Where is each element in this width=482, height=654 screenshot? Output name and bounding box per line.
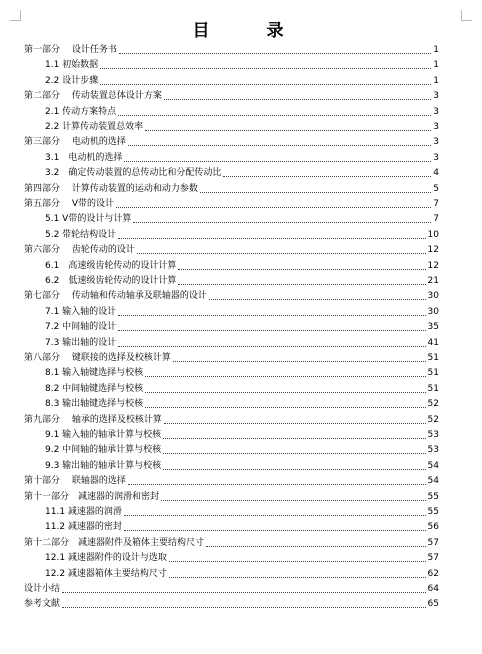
toc-entry-page: 51 bbox=[427, 383, 439, 394]
toc-dot-leader bbox=[163, 438, 425, 439]
toc-dot-leader bbox=[200, 192, 431, 193]
toc-entry-page: 41 bbox=[427, 337, 439, 348]
toc-entry[interactable] bbox=[24, 489, 439, 503]
toc-dot-leader bbox=[137, 253, 426, 254]
toc-dot-leader bbox=[145, 407, 425, 408]
toc-entry-label: 9.1 输入轴的轴承计算与校核 bbox=[45, 430, 162, 440]
toc-entry[interactable] bbox=[45, 165, 439, 179]
toc-dot-leader bbox=[124, 515, 426, 516]
toc-entry-label: 12.1 减速器附件的设计与选取 bbox=[45, 553, 167, 564]
toc-dot-leader bbox=[124, 161, 431, 162]
toc-entry-label: 第十一部分 减速器的润滑和密封 bbox=[24, 491, 160, 502]
toc-dot-leader bbox=[128, 484, 426, 485]
toc-dot-leader bbox=[163, 469, 425, 470]
toc-entry-page: 12 bbox=[427, 245, 439, 256]
toc-entry-label: 2.1 传动方案特点 bbox=[45, 106, 117, 117]
toc-entry-page: 52 bbox=[427, 399, 439, 410]
toc-entry-page: 54 bbox=[427, 460, 439, 471]
toc-entry-label: 6.2 低速级齿轮传动的设计计算 bbox=[45, 276, 177, 286]
toc-entry-label: 第十部分 联轴器的选择 bbox=[24, 476, 126, 487]
toc-entry-label: 第九部分 轴承的选择及校核计算 bbox=[24, 414, 162, 425]
toc-dot-leader bbox=[178, 284, 425, 285]
toc-entry-page: 21 bbox=[427, 276, 439, 286]
toc-entry-page: 62 bbox=[427, 568, 439, 579]
toc-entry-page: 3 bbox=[433, 152, 439, 163]
toc-entry-page: 57 bbox=[427, 553, 439, 564]
toc-entry-page: 7 bbox=[433, 214, 439, 225]
toc-entry-label: 6.1 高速级齿轮传动的设计计算 bbox=[45, 260, 177, 271]
toc-entry-label: 8.2 中间轴键选择与校核 bbox=[45, 383, 144, 394]
toc-dot-leader bbox=[164, 99, 431, 100]
toc-dot-leader bbox=[133, 222, 431, 223]
toc-dot-leader bbox=[128, 145, 431, 146]
toc-entry-page: 52 bbox=[427, 414, 439, 425]
toc-entry[interactable] bbox=[24, 88, 439, 102]
toc-entry[interactable] bbox=[45, 73, 439, 87]
toc-entry-page: 56 bbox=[427, 522, 439, 533]
toc-entry-label: 9.2 中间轴的轴承计算与校核 bbox=[45, 445, 162, 456]
toc-entry-page: 53 bbox=[427, 430, 439, 440]
toc-dot-leader bbox=[169, 577, 426, 578]
toc-entry-page: 57 bbox=[427, 537, 439, 548]
toc-entry-page: 55 bbox=[427, 491, 439, 502]
toc-entry-page: 51 bbox=[427, 368, 439, 379]
toc-entry[interactable] bbox=[45, 442, 439, 456]
toc-entry-label: 8.3 输出轴键选择与校核 bbox=[45, 399, 144, 410]
toc-entry-page: 64 bbox=[427, 584, 439, 594]
toc-dot-leader bbox=[223, 176, 431, 177]
toc-entry-page: 3 bbox=[433, 106, 439, 117]
toc-entry[interactable] bbox=[24, 42, 439, 56]
toc-entry-label: 3.1 电动机的选择 bbox=[45, 152, 123, 163]
toc-entry[interactable] bbox=[24, 412, 439, 426]
toc-dot-leader bbox=[118, 330, 425, 331]
toc-dot-leader bbox=[161, 500, 426, 501]
toc-entry-label: 7.2 中间轴的设计 bbox=[45, 322, 117, 333]
toc-entry-page: 54 bbox=[427, 476, 439, 487]
toc-entry-page: 35 bbox=[427, 322, 439, 333]
toc-dot-leader bbox=[209, 299, 426, 300]
toc-entry-label: 7.1 输入轴的设计 bbox=[45, 306, 117, 317]
toc-entry[interactable] bbox=[45, 57, 439, 71]
toc-entry[interactable] bbox=[24, 596, 439, 610]
toc-entry[interactable] bbox=[45, 504, 439, 518]
toc-entry-label: 7.3 输出轴的设计 bbox=[45, 337, 117, 348]
toc-entry[interactable] bbox=[45, 104, 439, 118]
toc-entry[interactable] bbox=[45, 273, 439, 287]
toc-entry[interactable] bbox=[24, 181, 439, 195]
toc-entry[interactable] bbox=[24, 288, 439, 302]
toc-entry[interactable] bbox=[45, 550, 439, 564]
toc-entry-page: 1 bbox=[433, 60, 439, 71]
toc-entry-label: 第七部分 传动轴和传动轴承及联轴器的设计 bbox=[24, 291, 207, 302]
toc-entry[interactable] bbox=[45, 119, 439, 133]
toc-entry-label: 9.3 输出轴的轴承计算与校核 bbox=[45, 460, 162, 471]
toc-entry-label: 参考文献 bbox=[24, 599, 61, 610]
toc-entry-page: 5 bbox=[433, 183, 439, 194]
toc-entry[interactable] bbox=[45, 566, 439, 580]
toc-dot-leader bbox=[100, 68, 431, 69]
toc-dot-leader bbox=[169, 561, 426, 562]
toc-entry[interactable] bbox=[45, 258, 439, 272]
toc-entry-label: 第八部分 键联接的选择及校核计算 bbox=[24, 353, 171, 363]
toc-entry-page: 51 bbox=[427, 353, 439, 363]
toc-entry[interactable] bbox=[24, 242, 439, 256]
toc-entry-label: 8.1 输入轴键选择与校核 bbox=[45, 368, 144, 379]
toc-entry-label: 第三部分 电动机的选择 bbox=[24, 137, 126, 148]
toc-entry-label: 11.2 减速器的密封 bbox=[45, 522, 122, 533]
toc-entry-label: 第六部分 齿轮传动的设计 bbox=[24, 245, 135, 256]
toc-dot-leader bbox=[62, 607, 426, 608]
toc-title: 目 录 bbox=[192, 21, 304, 41]
toc-entry-page: 30 bbox=[427, 291, 439, 302]
toc-entry-label: 2.2 设计步骤 bbox=[45, 75, 99, 86]
toc-dot-leader bbox=[124, 530, 426, 531]
toc-entry[interactable] bbox=[45, 227, 439, 241]
toc-dot-leader bbox=[62, 592, 426, 593]
toc-entry[interactable] bbox=[24, 134, 439, 148]
toc-dot-leader bbox=[116, 207, 431, 208]
toc-entry[interactable] bbox=[24, 473, 439, 487]
toc-entry-label: 第四部分 计算传动装置的运动和动力参数 bbox=[24, 183, 198, 194]
toc-entry[interactable] bbox=[45, 427, 439, 441]
toc-entry[interactable] bbox=[45, 365, 439, 379]
toc-dot-leader bbox=[118, 115, 431, 116]
toc-dot-leader bbox=[173, 361, 426, 362]
toc-entry[interactable] bbox=[45, 458, 439, 472]
toc-entry[interactable] bbox=[45, 519, 439, 533]
toc-entry-label: 5.2 带轮结构设计 bbox=[45, 229, 117, 240]
toc-entry-label: 第十二部分 减速器附件及箱体主要结构尺寸 bbox=[24, 537, 205, 548]
toc-entry-page: 3 bbox=[433, 122, 439, 132]
toc-dot-leader bbox=[145, 376, 425, 377]
toc-entry-page: 30 bbox=[427, 306, 439, 317]
toc-dot-leader bbox=[164, 423, 426, 424]
toc-entry-page: 4 bbox=[433, 168, 439, 179]
toc-entry[interactable] bbox=[24, 535, 439, 549]
toc-entry-page: 3 bbox=[433, 91, 439, 102]
toc-entry[interactable] bbox=[45, 381, 439, 395]
toc-entry-label: 1.1 初始数据 bbox=[45, 60, 99, 71]
toc-dot-leader bbox=[118, 315, 425, 316]
toc-entry-label: 第五部分 V带的设计 bbox=[24, 199, 115, 209]
toc-entry[interactable] bbox=[45, 304, 439, 318]
toc-entry-page: 55 bbox=[427, 507, 439, 517]
toc-dot-leader bbox=[145, 130, 431, 131]
toc-entry[interactable] bbox=[45, 319, 439, 333]
toc-entry-label: 第一部分 设计任务书 bbox=[24, 45, 117, 55]
toc-entry[interactable] bbox=[45, 150, 439, 164]
toc-entry[interactable] bbox=[24, 350, 439, 364]
toc-entry-page: 1 bbox=[433, 75, 439, 86]
toc-dot-leader bbox=[119, 53, 431, 54]
toc-entry[interactable] bbox=[45, 335, 439, 349]
toc-dot-leader bbox=[118, 238, 425, 239]
toc-entry-page: 12 bbox=[427, 260, 439, 271]
toc-entry[interactable] bbox=[45, 396, 439, 410]
toc-entry-label: 11.1 减速器的润滑 bbox=[45, 507, 122, 517]
toc-entry-label: 12.2 减速器箱体主要结构尺寸 bbox=[45, 568, 167, 579]
toc-entry-label: 设计小结 bbox=[24, 584, 61, 594]
toc-dot-leader bbox=[178, 269, 425, 270]
toc-entry-page: 10 bbox=[427, 229, 439, 240]
toc-entry-page: 3 bbox=[433, 137, 439, 148]
toc-entry-label: 3.2 确定传动装置的总传动比和分配传动比 bbox=[45, 168, 222, 179]
toc-entry[interactable] bbox=[24, 196, 439, 210]
toc-entry-page: 7 bbox=[433, 199, 439, 209]
toc-dot-leader bbox=[100, 84, 431, 85]
toc-dot-leader bbox=[163, 453, 425, 454]
toc-entry-page: 53 bbox=[427, 445, 439, 456]
toc-entry-page: 65 bbox=[427, 599, 439, 610]
toc-entry-page: 1 bbox=[433, 45, 439, 55]
toc-entry[interactable] bbox=[45, 211, 439, 225]
toc-dot-leader bbox=[206, 546, 426, 547]
toc-entry-label: 2.2 计算传动装置总效率 bbox=[45, 122, 144, 132]
toc-dot-leader bbox=[145, 392, 425, 393]
toc-entry-label: 5.1 V带的设计与计算 bbox=[45, 214, 132, 225]
toc-dot-leader bbox=[118, 346, 425, 347]
toc-entry-label: 第二部分 传动装置总体设计方案 bbox=[24, 91, 162, 102]
toc-entry[interactable] bbox=[24, 581, 439, 595]
